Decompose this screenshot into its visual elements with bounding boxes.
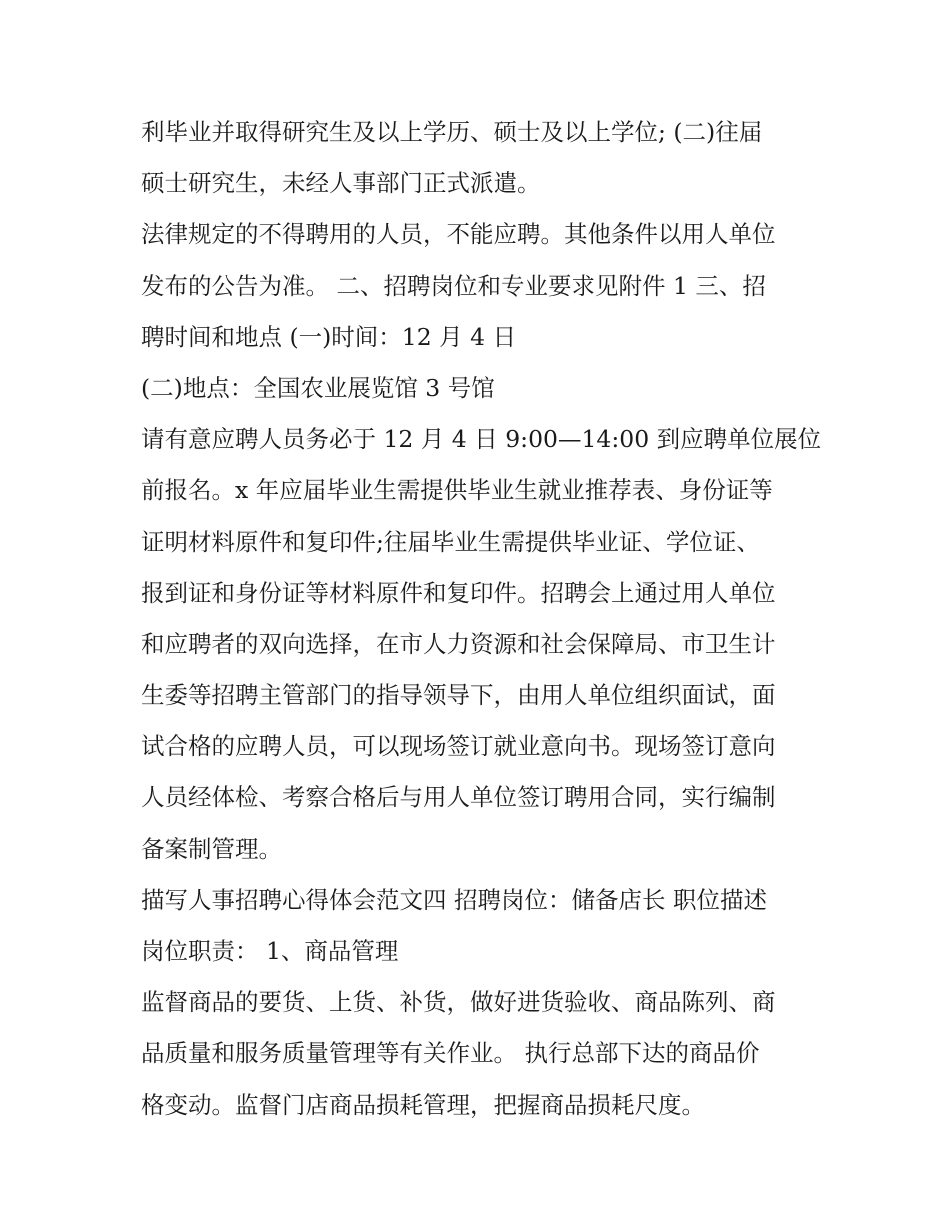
text-line: 监督商品的要货、上货、补货，做好进货验收、商品陈列、商 — [141, 988, 776, 1017]
text-line: 法律规定的不得聘用的人员，不能应聘。其他条件以用人单位 — [141, 220, 776, 249]
text-line: 岗位职责： 1、商品管理 — [141, 937, 399, 965]
text-line: 利毕业并取得研究生及以上学历、硕士及以上学位; (二)往届 — [141, 118, 763, 146]
text-line: 生委等招聘主管部门的指导领导下，由用人单位组织面试，面 — [141, 681, 776, 710]
text-line: 发布的公告为准。 二、招聘岗位和专业要求见附件 1 三、招 — [141, 271, 766, 300]
text-line: 人员经体检、考察合格后与用人单位签订聘用合同，实行编制 — [141, 783, 776, 812]
text-line: 试合格的应聘人员，可以现场签订就业意向书。现场签订意向 — [141, 732, 776, 761]
text-line: 格变动。监督门店商品损耗管理，把握商品损耗尺度。 — [141, 1090, 705, 1119]
text-line: 和应聘者的双向选择，在市人力资源和社会保障局、市卫生计 — [141, 629, 776, 658]
text-line: 前报名。x 年应届毕业生需提供毕业生就业推荐表、身份证等 — [141, 476, 773, 505]
text-line: 报到证和身份证等材料原件和复印件。招聘会上通过用人单位 — [141, 578, 776, 607]
text-line: 备案制管理。 — [141, 834, 282, 863]
text-line: 描写人事招聘心得体会范文四 招聘岗位：储备店长 职位描述 — [141, 885, 767, 914]
text-line: 硕士研究生，未经人事部门正式派遣。 — [141, 169, 541, 198]
text-line: (二)地点：全国农业展览馆 3 号馆 — [141, 373, 495, 402]
text-line: 聘时间和地点 (一)时间：12 月 4 日 — [141, 322, 517, 351]
document-body — [141, 107, 821, 1131]
text-line: 证明材料原件和复印件;往届毕业生需提供毕业证、学位证、 — [141, 527, 760, 556]
text-line: 品质量和服务质量管理等有关作业。 执行总部下达的商品价 — [141, 1039, 760, 1068]
text-line: 请有意应聘人员务必于 12 月 4 日 9:00—14:00 到应聘单位展位 — [141, 425, 822, 454]
